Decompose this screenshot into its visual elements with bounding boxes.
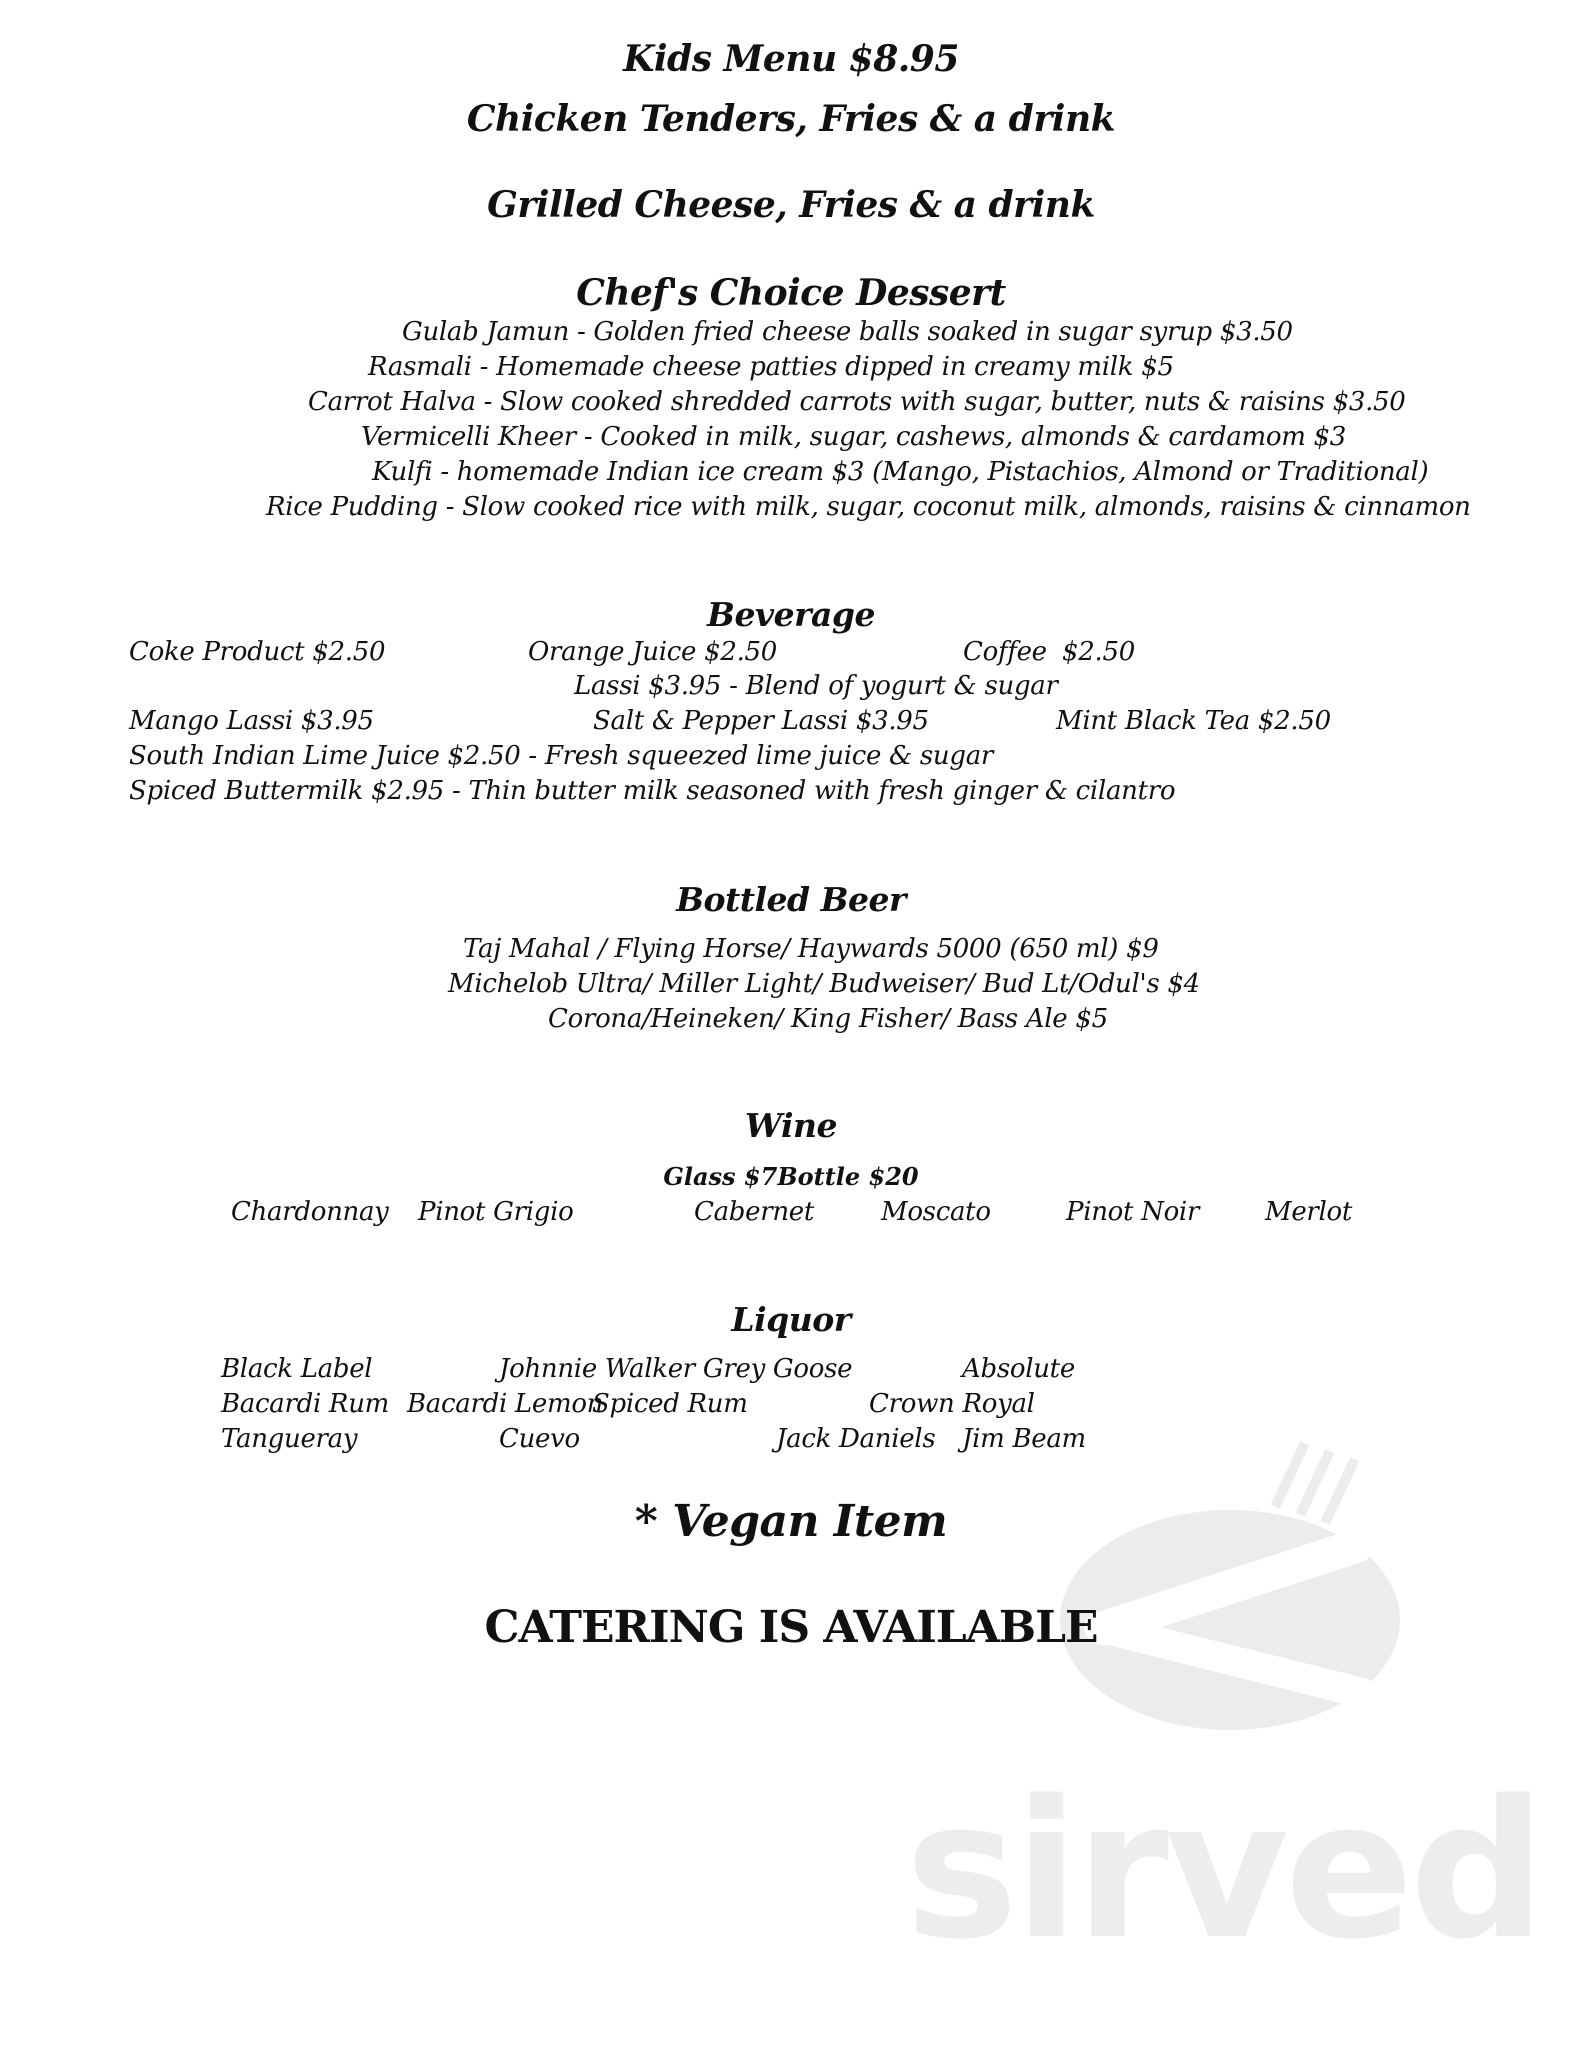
wine-item: Merlot (1265, 1197, 1353, 1227)
kids-item-1: Chicken Tenders, Fries & a drink (466, 98, 1116, 140)
beer-item: Michelob Ultra/ Miller Light/ Budweiser/ Bud Lt/Odul's $4 (448, 969, 1200, 999)
beer-title: Bottled Beer (676, 880, 906, 919)
liquor-item: Johnnie Walker Grey Goose (499, 1354, 853, 1384)
liquor-item: Spiced Rum (592, 1389, 748, 1419)
watermark-text: sirved (905, 1760, 1542, 1981)
beverage-item: Spiced Buttermilk $2.95 - Thin butter milk seasoned with fresh ginger & cilantro (129, 776, 1176, 806)
beverage-item: Mango Lassi $3.95 (129, 706, 374, 736)
liquor-item: Tangueray (221, 1424, 358, 1454)
dessert-item: Rasmali - Homemade cheese patties dipped in creamy milk $5 (368, 352, 1174, 382)
liquor-item: Bacardi Lemon (407, 1389, 604, 1419)
beer-item: Corona/Heineken/ King Fisher/ Bass Ale $5 (548, 1004, 1108, 1034)
beverage-item: South Indian Lime Juice $2.50 - Fresh squeezed lime juice & sugar (129, 741, 994, 771)
dessert-item: Rice Pudding - Slow cooked rice with milk, sugar, coconut milk, almonds, raisins & cinnamon (266, 492, 1471, 522)
wine-item: Pinot Noir (1066, 1197, 1200, 1227)
beverage-item: Salt & Pepper Lassi $3.95 (593, 706, 929, 736)
beverage-title: Beverage (707, 595, 875, 634)
liquor-item: Jim Beam (962, 1424, 1086, 1454)
liquor-item: Black Label (221, 1354, 373, 1384)
wine-title: Wine (744, 1106, 837, 1145)
wine-item: Pinot Grigio (418, 1197, 574, 1227)
liquor-item: Cuevo (499, 1424, 580, 1454)
kids-menu-title: Kids Menu $8.95 (623, 38, 959, 80)
liquor-item: Jack Daniels (776, 1424, 936, 1454)
dessert-item: Vermicelli Kheer - Cooked in milk, sugar, cashews, almonds & cardamom $3 (361, 422, 1347, 452)
dessert-item: Carrot Halva - Slow cooked shredded carrots with sugar, butter, nuts & raisins $3.50 (308, 387, 1406, 417)
beverage-item: Mint Black Tea $2.50 (1056, 706, 1331, 736)
wine-price: Glass $7Bottle $20 (663, 1162, 919, 1191)
dessert-item: Kulfi - homemade Indian ice cream $3 (Mango, Pistachios, Almond or Traditional) (372, 457, 1429, 487)
kids-item-2: Grilled Cheese, Fries & a drink (487, 184, 1095, 226)
beverage-item: Coffee (963, 637, 1047, 667)
liquor-title: Liquor (731, 1300, 851, 1339)
beer-item: Taj Mahal / Flying Horse/ Haywards 5000 (650 ml) $9 (463, 934, 1159, 964)
beverage-item: $2.50 (1062, 637, 1135, 667)
catering-note: CATERING IS AVAILABLE (484, 1602, 1098, 1653)
wine-item: Chardonnay (231, 1197, 389, 1227)
beverage-item: Lassi $3.95 - Blend of yogurt & sugar (574, 671, 1058, 701)
vegan-note: * Vegan Item (634, 1496, 948, 1547)
liquor-item: Crown Royal (869, 1389, 1035, 1419)
liquor-item: Bacardi Rum (221, 1389, 389, 1419)
wine-item: Cabernet (694, 1197, 815, 1227)
dessert-item: Gulab Jamun - Golden fried cheese balls soaked in sugar syrup $3.50 (402, 317, 1293, 347)
beverage-item: Coke Product $2.50 (129, 637, 386, 667)
dessert-title: Chef's Choice Dessert (576, 272, 1006, 314)
wine-item: Moscato (881, 1197, 991, 1227)
liquor-item: Absolute (962, 1354, 1075, 1384)
beverage-item: Orange Juice $2.50 (528, 637, 778, 667)
